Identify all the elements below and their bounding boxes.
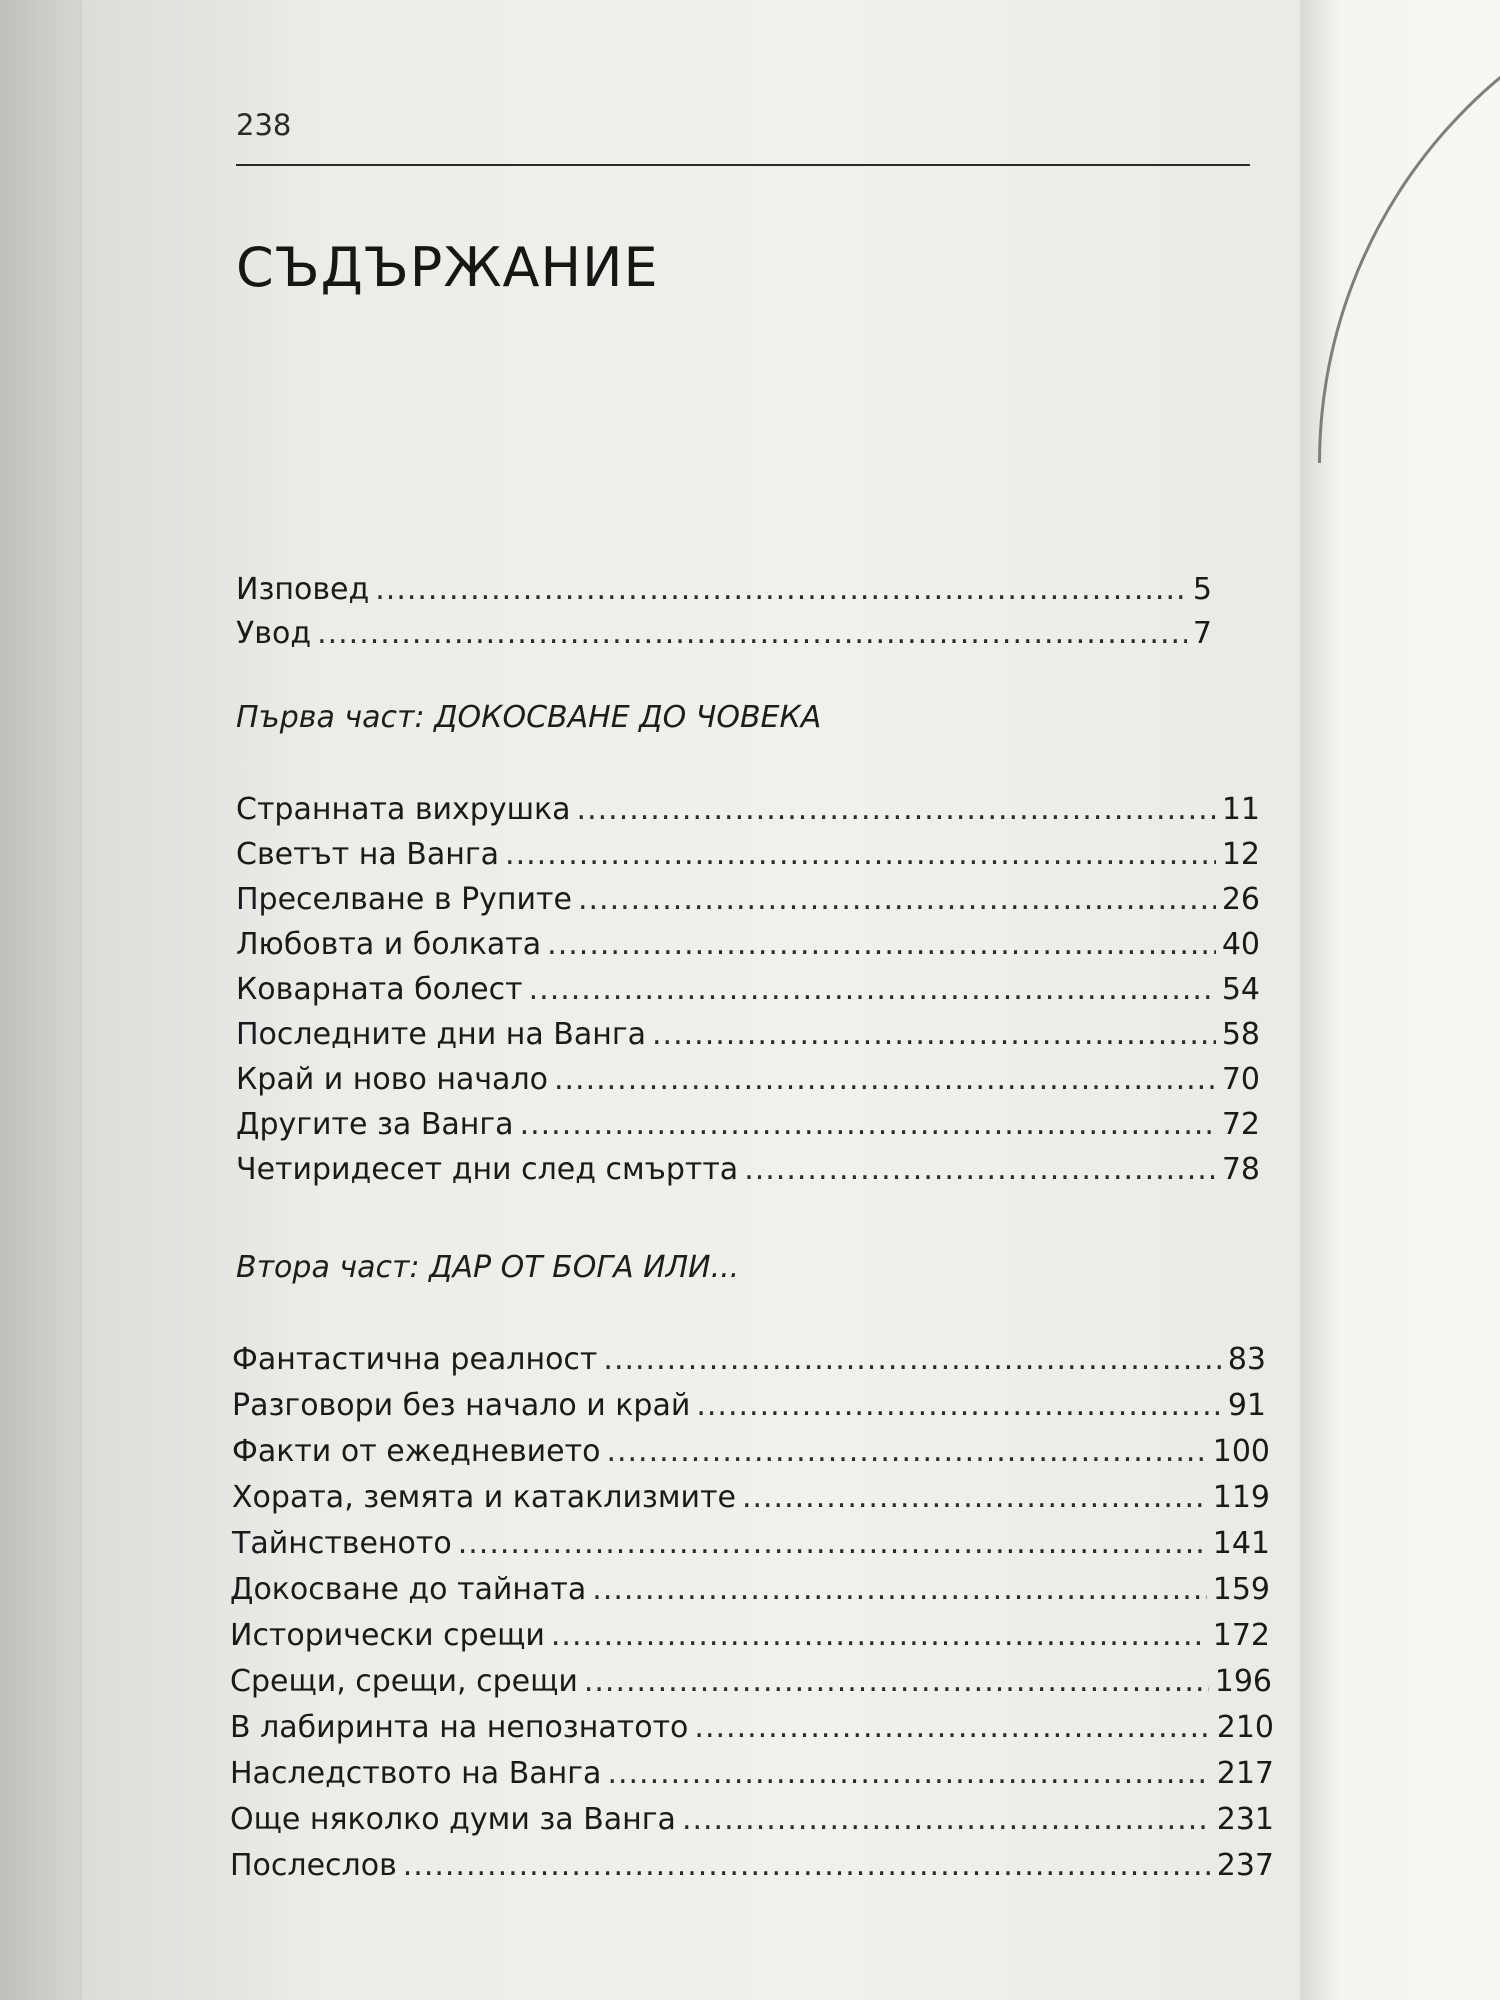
dot-leader bbox=[317, 616, 1187, 651]
toc-entry bbox=[236, 616, 1212, 660]
toc-entry-page: 54 bbox=[1221, 972, 1260, 1007]
dot-leader bbox=[652, 1017, 1216, 1052]
toc-entry bbox=[230, 1664, 1272, 1708]
toc-entry-label: Послеслов bbox=[230, 1848, 397, 1883]
dot-leader bbox=[694, 1710, 1210, 1745]
toc-entry-page: 58 bbox=[1221, 1017, 1260, 1052]
dot-leader bbox=[584, 1664, 1209, 1699]
dot-leader bbox=[607, 1756, 1210, 1791]
header-rule bbox=[236, 164, 1250, 166]
dot-leader bbox=[744, 1152, 1216, 1187]
toc-entry-page: 5 bbox=[1192, 572, 1212, 607]
toc-entry bbox=[230, 1848, 1274, 1892]
toc-entry bbox=[230, 1802, 1274, 1846]
toc-entry-page: 70 bbox=[1221, 1062, 1260, 1097]
toc-entry-label: Край и ново начало bbox=[236, 1062, 548, 1097]
toc-entry bbox=[236, 882, 1260, 926]
toc-entry-page: 26 bbox=[1221, 882, 1260, 917]
dot-leader bbox=[458, 1526, 1207, 1561]
toc-entry-label: Докосване до тайната bbox=[230, 1572, 587, 1607]
toc-entry bbox=[236, 1107, 1260, 1151]
dot-leader bbox=[554, 1062, 1216, 1097]
dot-leader bbox=[742, 1480, 1207, 1515]
toc-entry-label: В лабиринта на непознатото bbox=[230, 1710, 689, 1745]
page-number: 238 bbox=[236, 108, 292, 142]
toc-entry-page: 91 bbox=[1227, 1388, 1266, 1423]
toc-entry bbox=[236, 972, 1260, 1016]
toc-entry-label: Светът на Ванга bbox=[236, 837, 500, 872]
toc-entry-page: 217 bbox=[1216, 1756, 1274, 1791]
toc-entry-page: 119 bbox=[1212, 1480, 1270, 1515]
toc-entry bbox=[236, 837, 1260, 881]
toc-entry-label: Срещи, срещи, срещи bbox=[230, 1664, 578, 1699]
toc-entry-label: Любовта и болката bbox=[236, 927, 542, 962]
toc-entry-label: Другите за Ванга bbox=[236, 1107, 514, 1142]
toc-entry-page: 172 bbox=[1212, 1618, 1270, 1653]
toc-entry bbox=[232, 1342, 1266, 1386]
toc-entry bbox=[230, 1756, 1274, 1800]
toc-entry-page: 210 bbox=[1216, 1710, 1274, 1745]
section-heading: Втора част: ДАР ОТ БОГА ИЛИ... bbox=[236, 1250, 740, 1285]
dot-leader bbox=[551, 1618, 1207, 1653]
toc-entry-label: Исторически срещи bbox=[230, 1618, 545, 1653]
adjacent-surface bbox=[0, 0, 82, 2000]
toc-entry-label: Тайнственото bbox=[232, 1526, 452, 1561]
toc-entry-label: Фантастична реалност bbox=[232, 1342, 598, 1377]
toc-entry-page: 100 bbox=[1212, 1434, 1270, 1469]
toc-entry-page: 7 bbox=[1192, 616, 1212, 651]
toc-entry-page: 141 bbox=[1212, 1526, 1270, 1561]
toc-entry-page: 196 bbox=[1214, 1664, 1272, 1699]
toc-entry bbox=[236, 572, 1212, 616]
section-heading: Първа част: ДОКОСВАНЕ ДО ЧОВЕКА bbox=[236, 700, 822, 735]
toc-entry bbox=[236, 792, 1260, 836]
toc-entry bbox=[236, 1017, 1260, 1061]
toc-entry-label: Наследството на Ванга bbox=[230, 1756, 602, 1791]
toc-entry bbox=[230, 1572, 1270, 1616]
dot-leader bbox=[592, 1572, 1206, 1607]
dot-leader bbox=[520, 1107, 1216, 1142]
dot-leader bbox=[578, 882, 1216, 917]
toc-entry-label: Разговори без начало и край bbox=[232, 1388, 691, 1423]
toc-entry-page: 83 bbox=[1227, 1342, 1266, 1377]
dot-leader bbox=[606, 1434, 1206, 1469]
toc-entry-label: Хората, земята и катаклизмите bbox=[232, 1480, 736, 1515]
dot-leader bbox=[505, 837, 1216, 872]
toc-entry-page: 72 bbox=[1221, 1107, 1260, 1142]
dot-leader bbox=[682, 1802, 1211, 1837]
dot-leader bbox=[375, 572, 1187, 607]
dot-leader bbox=[403, 1848, 1211, 1883]
toc-entry-label: Изповед bbox=[236, 572, 370, 607]
toc-entry bbox=[232, 1526, 1270, 1570]
dot-leader bbox=[603, 1342, 1221, 1377]
toc-entry-page: 40 bbox=[1221, 927, 1260, 962]
toc-entry-label: Четиридесет дни след смъртта bbox=[236, 1152, 739, 1187]
toc-entry-label: Последните дни на Ванга bbox=[236, 1017, 647, 1052]
toc-entry bbox=[232, 1434, 1270, 1478]
dot-leader bbox=[577, 792, 1216, 827]
dot-leader bbox=[696, 1388, 1221, 1423]
toc-entry-label: Коварната болест bbox=[236, 972, 523, 1007]
toc-entry-page: 231 bbox=[1216, 1802, 1274, 1837]
toc-entry-page: 11 bbox=[1221, 792, 1260, 827]
toc-entry bbox=[232, 1388, 1266, 1432]
dot-leader bbox=[529, 972, 1216, 1007]
toc-entry-page: 78 bbox=[1221, 1152, 1260, 1187]
dot-leader bbox=[547, 927, 1216, 962]
toc-entry-page: 159 bbox=[1212, 1572, 1270, 1607]
toc-title: СЪДЪРЖАНИЕ bbox=[236, 236, 659, 299]
toc-entry bbox=[236, 927, 1260, 971]
toc-entry bbox=[230, 1710, 1274, 1754]
toc-entry bbox=[232, 1480, 1270, 1524]
toc-entry-label: Факти от ежедневието bbox=[232, 1434, 601, 1469]
toc-entry-page: 12 bbox=[1221, 837, 1260, 872]
toc-entry-label: Странната вихрушка bbox=[236, 792, 571, 827]
toc-entry-label: Преселване в Рупите bbox=[236, 882, 572, 917]
toc-entry bbox=[236, 1062, 1260, 1106]
toc-entry bbox=[236, 1152, 1260, 1196]
toc-entry-page: 237 bbox=[1216, 1848, 1274, 1883]
toc-entry-label: Увод bbox=[236, 616, 312, 651]
toc-entry bbox=[230, 1618, 1270, 1662]
toc-entry-label: Още няколко думи за Ванга bbox=[230, 1802, 676, 1837]
